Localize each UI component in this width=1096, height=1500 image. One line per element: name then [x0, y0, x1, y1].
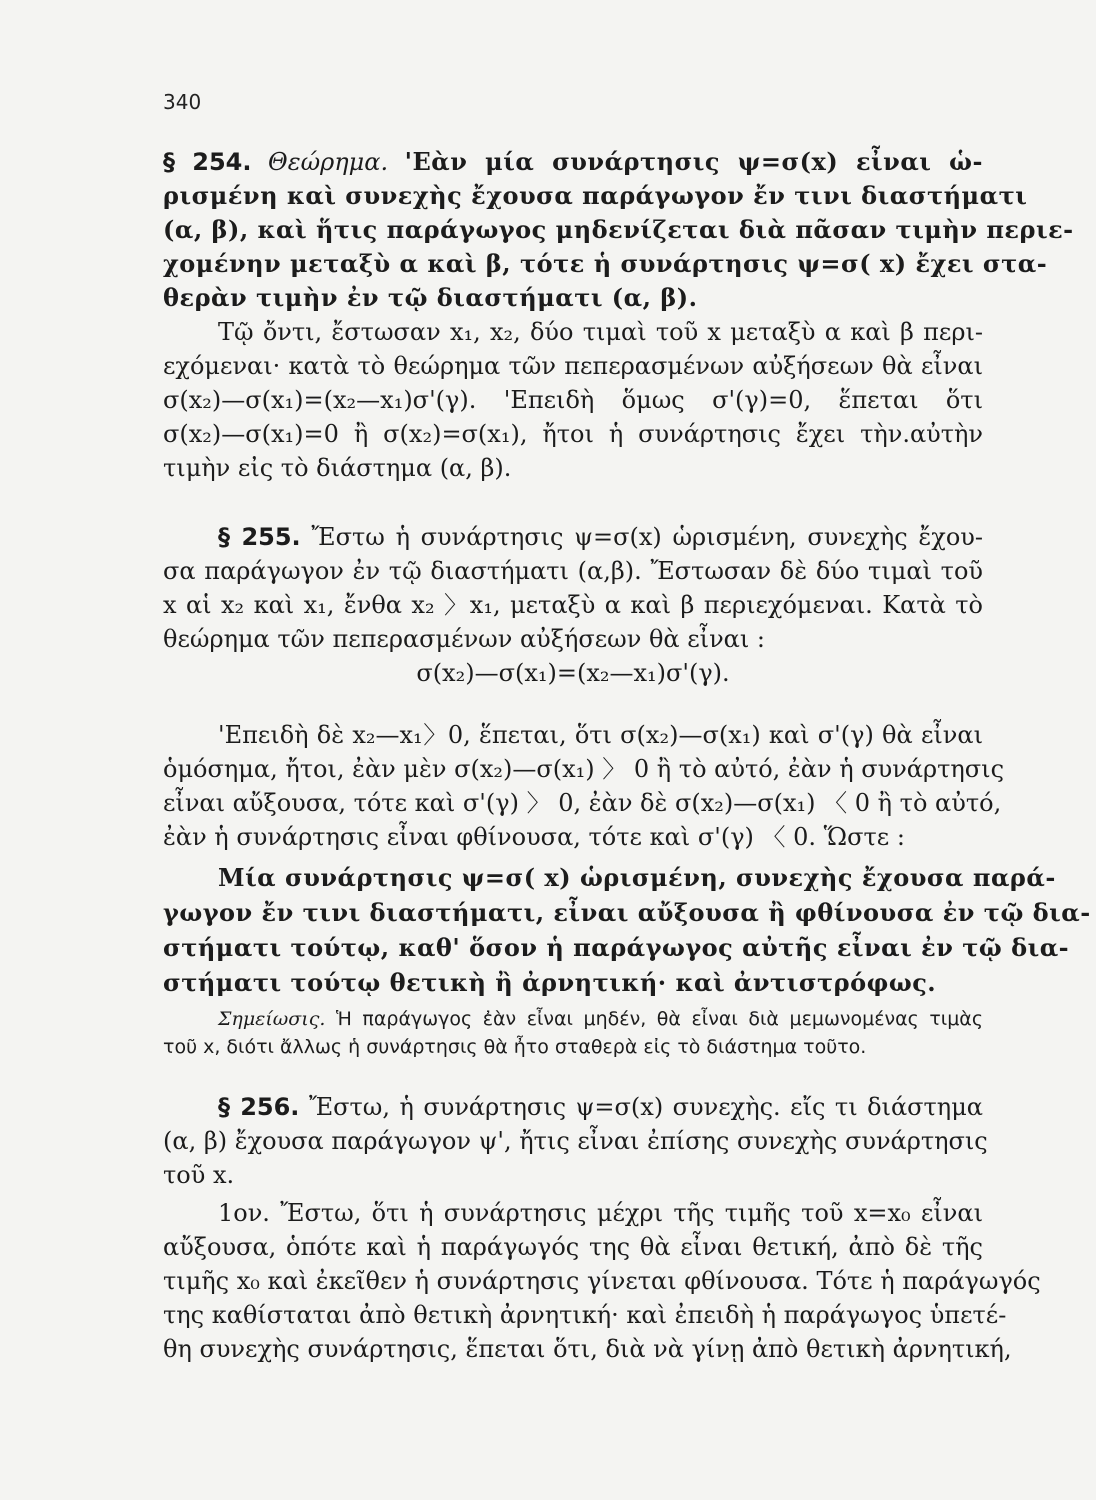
sec256-title: § 256. — [218, 1093, 300, 1121]
sec254-line-1 — [163, 145, 983, 179]
sec254-line: ρισμένη καὶ συνεχὴς ἔχουσα παράγωγον ἔν τινι διαστήματι — [163, 181, 1028, 210]
sec256-para2-line: της καθίσταται ἀπὸ θετικὴ ἀρνητική· καὶ ἐπειδὴ ἡ παράγωγος ὑπετέ- — [163, 1301, 1007, 1329]
theorem-statement — [163, 860, 1091, 1000]
proof-line: Τῷ ὄντι, ἔστωσαν x₁, x₂, δύο τιμαὶ τοῦ x μεταξὺ α καὶ β περι- — [218, 318, 983, 346]
section-256 — [163, 1090, 988, 1192]
sec255-line: x αἱ x₂ καὶ x₁, ἔνθα x₂ 〉x₁, μεταξὺ α καὶ β περιεχόμεναι. Κατὰ τὸ — [163, 591, 983, 619]
sec254-line: χομένην μεταξὺ α καὶ β, τότε ἡ συνάρτησις ψ=σ( x) ἔχει στα- — [163, 249, 1048, 278]
sec255-para2-line: ἐὰν ἡ συνάρτησις εἶναι φθίνουσα, τότε καὶ σ'(γ) 〈 0. Ὥστε : — [163, 823, 905, 851]
sec255-title: § 255. — [218, 523, 301, 551]
proof-line: εχόμεναι· κατὰ τὸ θεώρημα τῶν πεπερασμένων αὐξήσεων θὰ εἶναι — [163, 352, 983, 380]
sec255-text: Ἔστω ἡ συνάρτησις ψ=σ(x) ὡρισμένη, συνεχὴς ἔχου- — [311, 523, 983, 551]
sec255-paragraph-2 — [163, 718, 1005, 854]
theorem-line: Μία συνάρτησις ψ=σ( x) ὡρισμένη, συνεχὴς ἔχουσα παρά- — [218, 863, 1056, 892]
sec255-para2-line: εἶναι αὔξουσα, τότε καὶ σ'(γ) 〉 0, ἐὰν δὲ σ(x₂)—σ(x₁) 〈 0 ἢ τὸ αὐτό, — [163, 789, 1002, 817]
sec256-text: Ἔστω, ἡ συνάρτησις ψ=σ(x) συνεχὴς. εἴς τι διάστημα — [308, 1093, 983, 1121]
note-text: Ἡ παράγωγος ἐὰν εἶναι μηδέν, θὰ εἶναι διὰ μεμωνομένας τιμὰς — [335, 1008, 983, 1030]
sec256-para2-line: 1ον. Ἔστω, ὅτι ἡ συνάρτησις μέχρι τῆς τιμῆς τοῦ x=x₀ εἶναι — [218, 1199, 983, 1227]
sec255-para2-line: 'Επειδὴ δὲ x₂—x₁〉0, ἕπεται, ὅτι σ(x₂)—σ(x₁) καὶ σ'(γ) θὰ εἶναι — [218, 721, 983, 749]
sec254-line: θερὰν τιμὴν ἐν τῷ διαστήματι (α, β). — [163, 283, 698, 312]
sec256-para2-line: τιμῆς x₀ καὶ ἐκεῖθεν ἡ συνάρτησις γίνεται φθίνουσα. Τότε ἡ παράγωγός — [163, 1267, 1041, 1295]
page-number: 340 — [163, 90, 202, 114]
sec255-line: θεώρημα τῶν πεπερασμένων αὐξήσεων θὰ εἶναι : — [163, 625, 766, 653]
theorem-line: στήματι τούτῳ θετικὴ ἢ ἀρνητική· καὶ ἀντιστρόφως. — [163, 968, 937, 997]
sec256-line: (α, β) ἔχουσα παράγωγον ψ', ἤτις εἶναι ἐπίσης συνεχὴς συνάρτησις — [163, 1127, 988, 1155]
proof-line: τιμὴν εἰς τὸ διάστημα (α, β). — [163, 454, 512, 482]
proof-line: σ(x₂)—σ(x₁)=0 ἢ σ(x₂)=σ(x₁), ἤτοι ἡ συνάρτησις ἔχει τὴν.αὐτὴν — [163, 420, 983, 448]
sec254-text: 'Εὰν μία συνάρτησις ψ=σ(x) εἶναι ὡ- — [404, 147, 983, 176]
sec255-formula: σ(x₂)—σ(x₁)=(x₂—x₁)σ'(γ). — [416, 659, 730, 687]
sec256-para2-line: θη συνεχὴς συνάρτησις, ἕπεται ὅτι, διὰ νὰ γίνῃ ἀπὸ θετικὴ ἀρνητική, — [163, 1335, 1012, 1363]
sec256-paragraph-2 — [163, 1196, 1041, 1366]
section-254 — [163, 145, 1074, 485]
note-line: τοῦ x, διότι ἄλλως ἡ συνάρτησις θὰ ἦτο σταθερὰ εἰς τὸ διάστημα τοῦτο. — [163, 1036, 867, 1058]
sec255-para2-line: ὁμόσημα, ἤτοι, ἐὰν μὲν σ(x₂)—σ(x₁) 〉 0 ἢ τὸ αὐτό, ἐὰν ἡ συνάρτησις — [163, 755, 1005, 783]
sec255-line-1 — [163, 520, 983, 554]
note — [163, 1005, 983, 1061]
note-line-1 — [163, 1005, 983, 1033]
sec254-lead: Θεώρημα. — [268, 148, 389, 176]
sec256-line-1 — [163, 1090, 983, 1124]
sec254-title: § 254. — [163, 148, 252, 176]
section-255 — [163, 520, 983, 690]
proof-line: σ(x₂)—σ(x₁)=(x₂—x₁)σ'(γ). 'Επειδὴ ὅμως σ'(γ)=0, ἕπεται ὅτι — [163, 386, 983, 414]
note-label: Σημείωσις. — [218, 1008, 326, 1030]
theorem-line: στήματι τούτῳ, καθ' ὅσον ἡ παράγωγος αὐτῆς εἶναι ἐν τῷ δια- — [163, 933, 1070, 962]
sec255-line: σα παράγωγον ἐν τῷ διαστήματι (α,β). Ἔστωσαν δὲ δύο τιμαὶ τοῦ — [163, 557, 983, 585]
sec256-para2-line: αὔξουσα, ὁπότε καὶ ἡ παράγωγός της θὰ εἶναι θετική, ἀπὸ δὲ τῆς — [163, 1233, 983, 1261]
sec256-line: τοῦ x. — [163, 1161, 235, 1189]
sec254-line: (α, β), καὶ ἥτις παράγωγος μηδενίζεται διὰ πᾶσαν τιμὴν περιε- — [163, 215, 1074, 244]
theorem-line: γωγον ἔν τινι διαστήματι, εἶναι αὔξουσα ἢ φθίνουσα ἐν τῷ δια- — [163, 898, 1091, 927]
